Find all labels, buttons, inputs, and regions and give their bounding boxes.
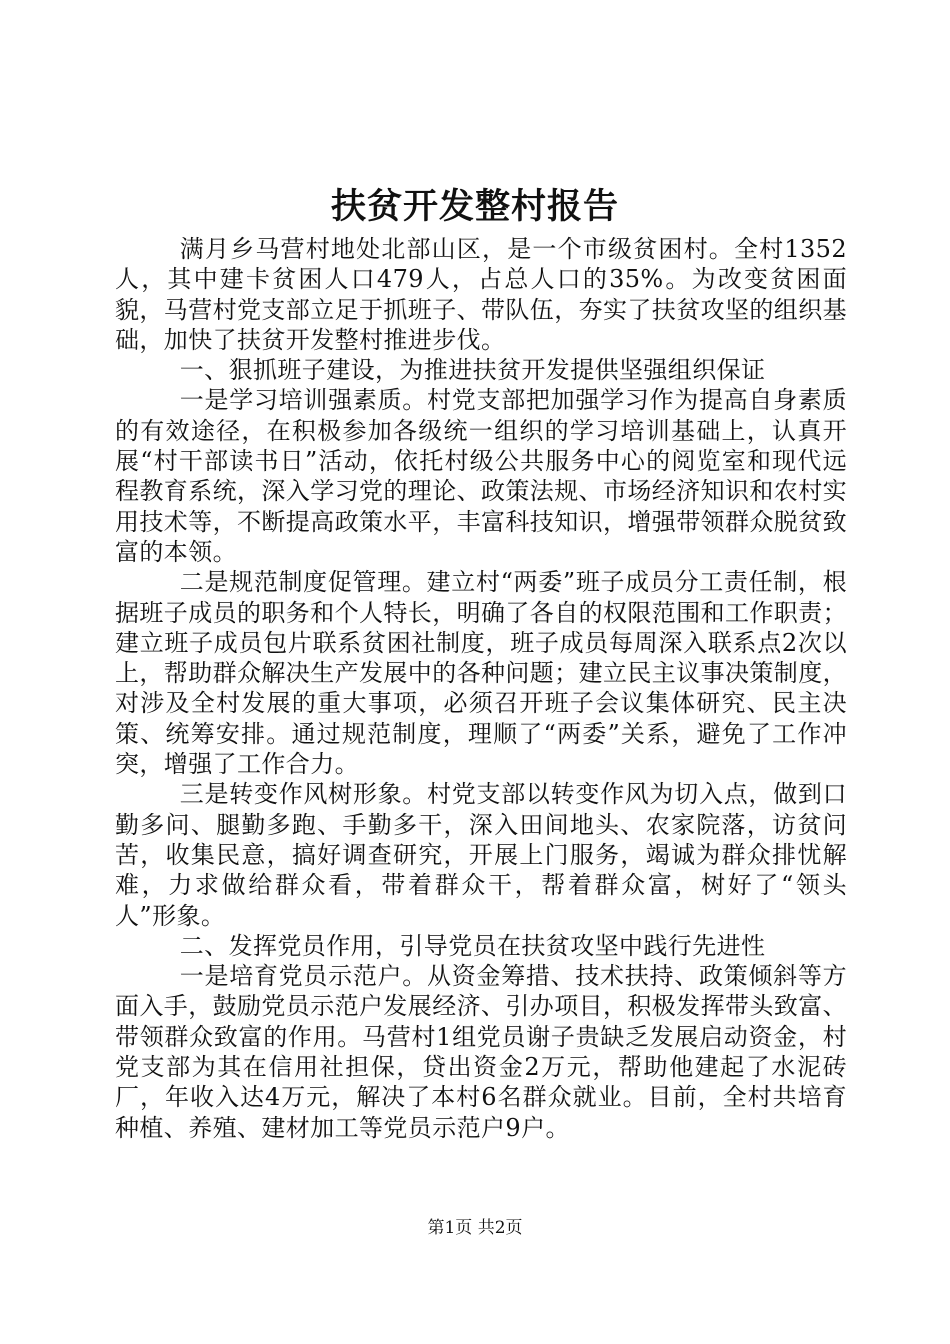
paragraph-model-households: 一是培育党员示范户。从资金筹措、技术扶持、政策倾斜等方面入手，鼓励党员示范户发展经济、引办项目，积极发挥带头致富、带领群众致富的作用。马营村1组党员谢子贵缺乏发展启动资金，村党支部为其在信用社担保，贷出资金2万元，帮助他建起了水泥砖厂，年收入达4万元，解决了本村6名群众就业。目前，全村共培育种植、养殖、建材加工等党员示范户9户。 [115, 962, 847, 1142]
section-heading-2: 二、发挥党员作用，引导党员在扶贫攻坚中践行先进性 [179, 931, 766, 960]
paragraph-study-training: 一是学习培训强素质。村党支部把加强学习作为提高自身素质的有效途径，在积极参加各级统一组织的学习培训基础上，认真开展“村干部读书日”活动，依托村级公共服务中心的阅览室和现代远程教育系统，深入学习党的理论、政策法规、市场经济知识和农村实用技术等，不断提高政策水平，丰富科技知识，增强带领群众脱贫致富的本领。 [115, 386, 847, 566]
intro-paragraph: 满月乡马营村地处北部山区，是一个市级贫困村。全村1352人，其中建卡贫困人口479人，占总人口的35%。为改变贫困面貌，马营村党支部立足于抓班子、带队伍，夯实了扶贫攻坚的组织基础，加快了扶贫开发整村推进步伐。 [115, 235, 847, 354]
paragraph-system-management: 二是规范制度促管理。建立村“两委”班子成员分工责任制，根据班子成员的职务和个人特长，明确了各自的权限范围和工作职责；建立班子成员包片联系贫困社制度，班子成员每周深入联系点2次以上，帮助群众解决生产发展中的各种问题；建立民主议事决策制度，对涉及全村发展的重大事项，必须召开班子会议集体研究、民主决策、统筹安排。通过规范制度，理顺了“两委”关系，避免了工作冲突，增强了工作合力。 [115, 568, 847, 779]
section-heading-1: 一、狠抓班子建设，为推进扶贫开发提供坚强组织保证 [179, 356, 766, 385]
page-footer: 第1页 共2页 [427, 1218, 523, 1238]
document-body [115, 234, 847, 1143]
paragraph-work-style: 三是转变作风树形象。村党支部以转变作风为切入点，做到口勤多问、腿勤多跑、手勤多干，深入田间地头、农家院落，访贫问苦，收集民意，搞好调查研究，开展上门服务，竭诚为群众排忧解难，力求做给群众看，带着群众干，帮着群众富，树好了“领头人”形象。 [115, 780, 847, 930]
document-title: 扶贫开发整村报告 [330, 186, 619, 227]
